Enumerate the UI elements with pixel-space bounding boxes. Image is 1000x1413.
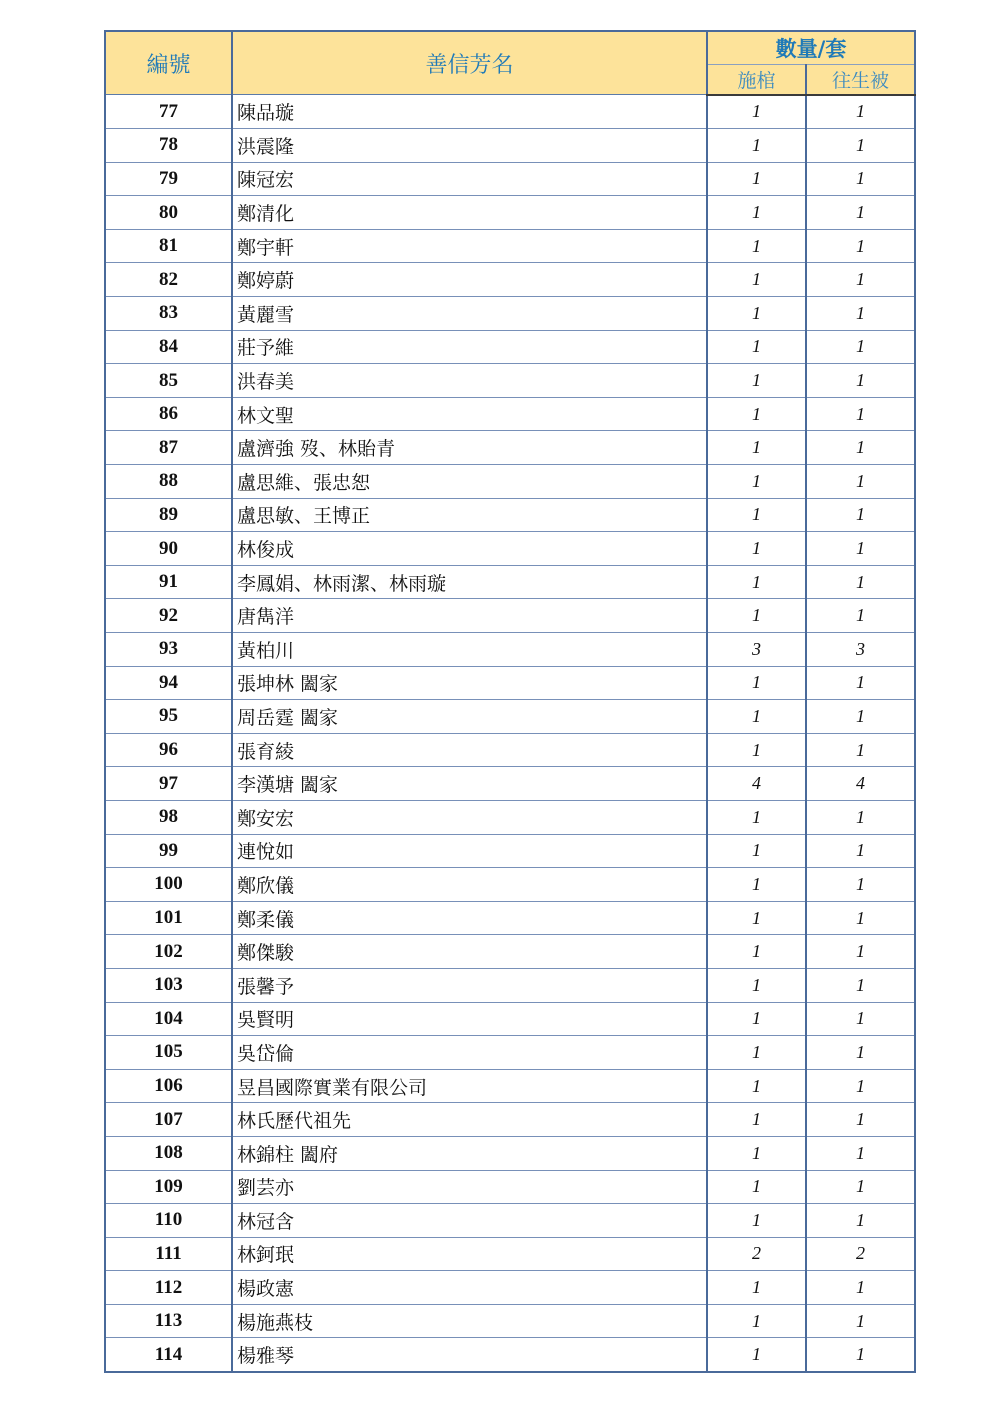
row-coffin-qty: 1	[707, 868, 806, 902]
row-number: 105	[105, 1036, 232, 1070]
row-number: 79	[105, 162, 232, 196]
row-coffin-qty: 1	[707, 733, 806, 767]
row-donor-name: 李鳳娟、林雨潔、林雨璇	[232, 565, 707, 599]
row-number: 86	[105, 397, 232, 431]
row-donor-name: 林鈳珉	[232, 1237, 707, 1271]
table-row	[105, 968, 915, 1002]
row-quilt-qty: 1	[806, 1271, 915, 1305]
header-number: 編號	[105, 31, 232, 95]
row-coffin-qty: 1	[707, 465, 806, 499]
row-quilt-qty: 1	[806, 1069, 915, 1103]
row-donor-name: 楊政憲	[232, 1271, 707, 1305]
row-number: 88	[105, 465, 232, 499]
row-number: 89	[105, 498, 232, 532]
row-quilt-qty: 1	[806, 129, 915, 163]
row-number: 114	[105, 1338, 232, 1372]
row-number: 91	[105, 565, 232, 599]
row-donor-name: 鄭清化	[232, 196, 707, 230]
table-row	[105, 1036, 915, 1070]
table-row	[105, 162, 915, 196]
row-quilt-qty: 1	[806, 263, 915, 297]
header-donor-name: 善信芳名	[232, 31, 707, 95]
table-row	[105, 901, 915, 935]
row-donor-name: 鄭宇軒	[232, 229, 707, 263]
row-coffin-qty: 1	[707, 1170, 806, 1204]
table-row	[105, 532, 915, 566]
row-coffin-qty: 1	[707, 498, 806, 532]
row-quilt-qty: 3	[806, 633, 915, 667]
table-row	[105, 431, 915, 465]
row-quilt-qty: 1	[806, 1036, 915, 1070]
table-row	[105, 1069, 915, 1103]
row-coffin-qty: 1	[707, 297, 806, 331]
row-number: 110	[105, 1204, 232, 1238]
row-donor-name: 吳岱倫	[232, 1036, 707, 1070]
row-number: 94	[105, 666, 232, 700]
table-row	[105, 196, 915, 230]
row-quilt-qty: 1	[806, 229, 915, 263]
table-row	[105, 1204, 915, 1238]
row-donor-name: 李漢塘 闔家	[232, 767, 707, 801]
row-quilt-qty: 1	[806, 700, 915, 734]
table-row	[105, 1304, 915, 1338]
row-coffin-qty: 1	[707, 229, 806, 263]
row-number: 97	[105, 767, 232, 801]
row-coffin-qty: 1	[707, 700, 806, 734]
row-number: 100	[105, 868, 232, 902]
row-quilt-qty: 1	[806, 465, 915, 499]
row-donor-name: 楊雅琴	[232, 1338, 707, 1372]
row-donor-name: 林文聖	[232, 397, 707, 431]
row-coffin-qty: 1	[707, 565, 806, 599]
row-number: 93	[105, 633, 232, 667]
row-number: 111	[105, 1237, 232, 1271]
row-number: 104	[105, 1002, 232, 1036]
row-donor-name: 楊施燕枝	[232, 1304, 707, 1338]
row-coffin-qty: 1	[707, 397, 806, 431]
table-row	[105, 868, 915, 902]
row-donor-name: 張坤林 闔家	[232, 666, 707, 700]
table-row	[105, 599, 915, 633]
row-coffin-qty: 1	[707, 666, 806, 700]
row-donor-name: 莊予維	[232, 330, 707, 364]
row-number: 92	[105, 599, 232, 633]
row-donor-name: 連悅如	[232, 834, 707, 868]
row-coffin-qty: 1	[707, 1271, 806, 1305]
row-donor-name: 劉芸亦	[232, 1170, 707, 1204]
row-quilt-qty: 2	[806, 1237, 915, 1271]
row-quilt-qty: 1	[806, 532, 915, 566]
row-donor-name: 鄭婷蔚	[232, 263, 707, 297]
row-donor-name: 鄭柔儀	[232, 901, 707, 935]
row-coffin-qty: 1	[707, 364, 806, 398]
row-coffin-qty: 1	[707, 263, 806, 297]
row-coffin-qty: 3	[707, 633, 806, 667]
row-quilt-qty: 1	[806, 968, 915, 1002]
row-number: 109	[105, 1170, 232, 1204]
table-row	[105, 1338, 915, 1372]
row-donor-name: 鄭欣儀	[232, 868, 707, 902]
table-row	[105, 800, 915, 834]
row-quilt-qty: 1	[806, 1002, 915, 1036]
row-number: 82	[105, 263, 232, 297]
table-row	[105, 95, 915, 129]
row-quilt-qty: 1	[806, 834, 915, 868]
row-number: 98	[105, 800, 232, 834]
row-quilt-qty: 1	[806, 1103, 915, 1137]
table-row	[105, 229, 915, 263]
row-number: 113	[105, 1304, 232, 1338]
row-coffin-qty: 1	[707, 162, 806, 196]
table-row	[105, 1170, 915, 1204]
row-quilt-qty: 1	[806, 599, 915, 633]
row-quilt-qty: 1	[806, 330, 915, 364]
row-coffin-qty: 1	[707, 834, 806, 868]
row-donor-name: 陳品璇	[232, 95, 707, 129]
row-coffin-qty: 1	[707, 800, 806, 834]
table-row	[105, 297, 915, 331]
row-coffin-qty: 2	[707, 1237, 806, 1271]
row-donor-name: 張育綾	[232, 733, 707, 767]
table-body	[105, 95, 915, 1373]
row-number: 90	[105, 532, 232, 566]
table-row	[105, 364, 915, 398]
row-quilt-qty: 1	[806, 935, 915, 969]
row-number: 85	[105, 364, 232, 398]
row-donor-name: 盧濟強 歿、林貽青	[232, 431, 707, 465]
row-quilt-qty: 1	[806, 95, 915, 129]
row-coffin-qty: 1	[707, 330, 806, 364]
row-quilt-qty: 1	[806, 498, 915, 532]
row-donor-name: 周岳霆 闔家	[232, 700, 707, 734]
row-coffin-qty: 1	[707, 1002, 806, 1036]
row-number: 95	[105, 700, 232, 734]
row-quilt-qty: 1	[806, 733, 915, 767]
row-quilt-qty: 1	[806, 364, 915, 398]
row-number: 103	[105, 968, 232, 1002]
row-quilt-qty: 1	[806, 666, 915, 700]
row-donor-name: 黃柏川	[232, 633, 707, 667]
row-coffin-qty: 1	[707, 1103, 806, 1137]
header-burial-quilt: 往生被	[806, 65, 915, 95]
row-quilt-qty: 1	[806, 297, 915, 331]
row-coffin-qty: 1	[707, 1204, 806, 1238]
row-coffin-qty: 1	[707, 431, 806, 465]
table-row	[105, 1103, 915, 1137]
row-donor-name: 鄭安宏	[232, 800, 707, 834]
table-row	[105, 700, 915, 734]
table-row	[105, 1271, 915, 1305]
row-quilt-qty: 1	[806, 397, 915, 431]
row-coffin-qty: 4	[707, 767, 806, 801]
row-number: 83	[105, 297, 232, 331]
row-number: 96	[105, 733, 232, 767]
row-quilt-qty: 1	[806, 901, 915, 935]
row-number: 107	[105, 1103, 232, 1137]
row-number: 102	[105, 935, 232, 969]
table-row	[105, 565, 915, 599]
row-donor-name: 唐雋洋	[232, 599, 707, 633]
table-row	[105, 465, 915, 499]
row-donor-name: 林錦柱 闔府	[232, 1136, 707, 1170]
table-row	[105, 1002, 915, 1036]
row-quilt-qty: 1	[806, 431, 915, 465]
row-donor-name: 張馨予	[232, 968, 707, 1002]
table-row	[105, 129, 915, 163]
row-donor-name: 盧思敏、王博正	[232, 498, 707, 532]
row-donor-name: 林冠含	[232, 1204, 707, 1238]
row-quilt-qty: 1	[806, 868, 915, 902]
row-coffin-qty: 1	[707, 901, 806, 935]
table-row	[105, 263, 915, 297]
row-quilt-qty: 1	[806, 162, 915, 196]
row-quilt-qty: 1	[806, 1170, 915, 1204]
row-donor-name: 吳賢明	[232, 1002, 707, 1036]
row-donor-name: 陳冠宏	[232, 162, 707, 196]
row-quilt-qty: 1	[806, 1136, 915, 1170]
table-row	[105, 330, 915, 364]
table-row	[105, 666, 915, 700]
row-coffin-qty: 1	[707, 1036, 806, 1070]
row-coffin-qty: 1	[707, 1136, 806, 1170]
header-quantity-group: 數量/套	[707, 31, 915, 65]
row-donor-name: 林氏歷代祖先	[232, 1103, 707, 1137]
table-row	[105, 1136, 915, 1170]
row-coffin-qty: 1	[707, 1338, 806, 1372]
header-coffin: 施棺	[707, 65, 806, 95]
table-row	[105, 397, 915, 431]
table-row	[105, 633, 915, 667]
row-quilt-qty: 1	[806, 1204, 915, 1238]
row-donor-name: 洪震隆	[232, 129, 707, 163]
row-quilt-qty: 4	[806, 767, 915, 801]
row-donor-name: 黃麗雪	[232, 297, 707, 331]
row-number: 78	[105, 129, 232, 163]
table-row	[105, 834, 915, 868]
row-quilt-qty: 1	[806, 196, 915, 230]
table-row	[105, 733, 915, 767]
row-donor-name: 鄭傑駿	[232, 935, 707, 969]
row-quilt-qty: 1	[806, 565, 915, 599]
row-donor-name: 盧思維、張忠恕	[232, 465, 707, 499]
table-row	[105, 1237, 915, 1271]
row-coffin-qty: 1	[707, 1304, 806, 1338]
row-number: 108	[105, 1136, 232, 1170]
row-number: 80	[105, 196, 232, 230]
row-quilt-qty: 1	[806, 1338, 915, 1372]
row-coffin-qty: 1	[707, 968, 806, 1002]
donor-table	[104, 30, 916, 1373]
row-number: 99	[105, 834, 232, 868]
table-row	[105, 767, 915, 801]
row-number: 87	[105, 431, 232, 465]
table-row	[105, 935, 915, 969]
row-number: 101	[105, 901, 232, 935]
row-donor-name: 昱昌國際實業有限公司	[232, 1069, 707, 1103]
row-number: 77	[105, 95, 232, 129]
row-coffin-qty: 1	[707, 196, 806, 230]
row-number: 81	[105, 229, 232, 263]
row-number: 84	[105, 330, 232, 364]
row-number: 112	[105, 1271, 232, 1305]
table-header	[105, 31, 915, 95]
row-donor-name: 林俊成	[232, 532, 707, 566]
row-number: 106	[105, 1069, 232, 1103]
row-quilt-qty: 1	[806, 1304, 915, 1338]
row-coffin-qty: 1	[707, 935, 806, 969]
row-coffin-qty: 1	[707, 532, 806, 566]
table-row	[105, 498, 915, 532]
row-coffin-qty: 1	[707, 129, 806, 163]
row-coffin-qty: 1	[707, 95, 806, 129]
row-donor-name: 洪春美	[232, 364, 707, 398]
row-coffin-qty: 1	[707, 1069, 806, 1103]
row-coffin-qty: 1	[707, 599, 806, 633]
row-quilt-qty: 1	[806, 800, 915, 834]
